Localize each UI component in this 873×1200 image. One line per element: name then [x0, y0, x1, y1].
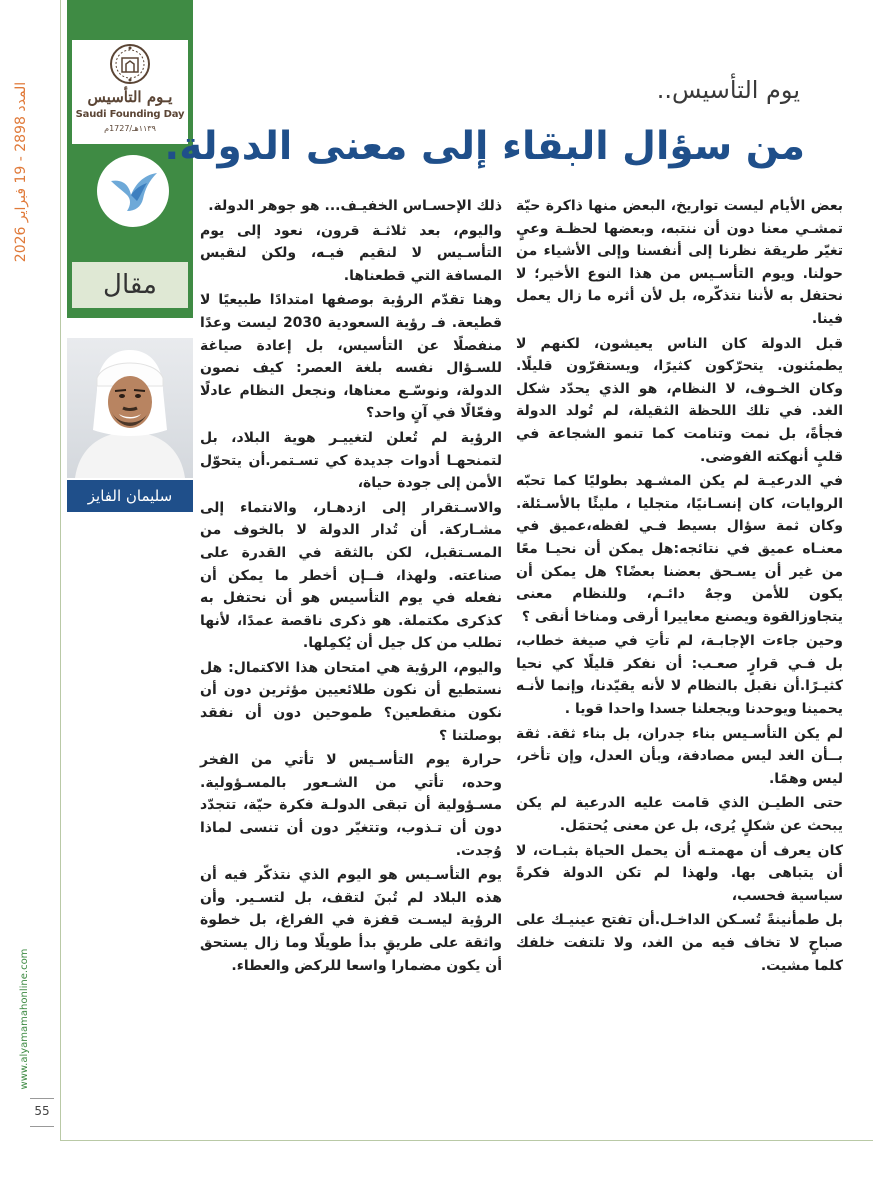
article-column-left — [200, 195, 502, 979]
section-label: مقال — [72, 262, 188, 308]
founding-day-emblem-icon — [108, 42, 152, 86]
logo-arabic-text: يـوم التأسيس — [87, 88, 173, 106]
paragraph: واليوم، الرؤية هي امتحان هذا الاكتمال: هل نستطيع أن نكون طلائعيين مؤثرين دون أن نكون منقطعين؟ طموحين دون أن نفقد بوصلتنا ؟ — [200, 659, 502, 744]
website-url[interactable]: www.alyamamahonline.com — [19, 948, 30, 1090]
paragraph: الرؤية لم تُعلن لتغييـر هوية البلاد، بل لتمنحهـا أدوات جديدة كي تسـتمر.أن يتحوّل الأمن إلى جودة حياة، — [200, 429, 502, 492]
paragraph: حرارة يوم التأسـيس لا تأتي من الفخر وحده، تأتي من الشـعور بالمسـؤولية. مسـؤولية أن تبقى الدولـة فكرة حيّة، تتجدّد دون أن تـذوب، وتتغيّر دون أن تنسى لماذا وُجدت. — [200, 752, 502, 859]
paragraph: لم يكن التأسـيس بناء جدران، بل بناء ثقة. ثقة بــأن الغد ليس مصادفة، وبأن العدل، وإن تأخر، ليس وهمًا. — [516, 725, 843, 787]
author-name: سليمان الفايز — [67, 480, 193, 512]
page-number-rule-bottom — [30, 1126, 54, 1127]
paragraph: بل طمأنينةً تُسـكن الداخـل.أن تفتح عينيـك على صباحٍ لا تخاف فيه من الغد، ولا تلتفت خلفك كلما مشيت. — [516, 912, 843, 974]
logo-english-text: Saudi Founding Day — [75, 109, 185, 120]
paragraph: يوم التأسـيس هو اليوم الذي نتذكّر فيه أن هذه البلاد لم تُبنَ لتقف، بل لتسـير. وأن الرؤية ليسـت قفزة في الفراغ، بل خطوة واثقة على طريقٍ بدأ طويلًا وما زال يستحق أن يكون مضمارا واسعا للركض والعطاء. — [200, 867, 502, 974]
logo-dates: ١١٣٩هـ/1727م — [104, 124, 156, 133]
paragraph: بعض الأيام ليست تواريخ، البعض منها ذاكرة حيّة تمشـي معنا دون أن ننتبه، وبعضها لحظـة وعيٍ تغيّر طريقة نظرنا إلى أنفسنا وإلى الأشياء من حولنا. ويوم التأسـيس من هذا النوع الأخير؛ لا نحتفل به لأننا نتذكّره، بل لأن أثره ما زال يعمل فينا. — [516, 198, 843, 327]
page-number: 55 — [34, 1104, 50, 1118]
article-kicker: يوم التأسيس.. — [656, 76, 800, 104]
author-portrait — [67, 338, 193, 478]
author-portrait-illustration — [67, 338, 193, 478]
paragraph: وهنا تقدّم الرؤية بوصفها امتدادًا طبيعيًا لا قطيعة. فـ رؤية السعودية 2030 ليست وعدًا منفصلًا عن التأسيس، بل إعادة صياغة للسـؤال نفسه بلغة العصر: كيف نصون الدولة، ونوسّـع معناها، ونجعل النظام عادلًا وفعّالًا في آنٍ واحد؟ — [200, 292, 502, 422]
page-number-rule-top — [30, 1098, 54, 1099]
paragraph: واليوم، بعد ثلاثـة قرون، نعود إلى يوم التأسـيس لا لنقيم فيـه، ولكن لنقيس المسافة التي قطعناها. — [200, 222, 502, 284]
paragraph: وحين جاءت الإجابـة، لم تأتِ في صيغة خطاب، بل فـي قرارٍ صعـب: أن نفكر قليلًا كي نحيا كثيـرًا.أن نقبل بالنظام لا لأنه يقيّدنا، وإنما لأنـه يحمينا ويوحدنا ويجعلنا جسدا واحدا قويا . — [516, 633, 843, 718]
article-headline: من سؤال البقاء إلى معنى الدولة. — [164, 124, 805, 169]
paragraph: قبل الدولة كان الناس يعيشون، لكنهم لا يطمئنون. يتحرّكون كثيرًا، ويستقرّون قليلًا. وكان الخـوف، لا النظام، هو الذي يحدّد شكل الغد. في تلك اللحظة الثقيلة، لم تُولد الدولة فجأةً، بل نمت وتنامت كما تنمو الشجاعة في قلبٍ أنهكته الفوضى. — [516, 335, 843, 465]
paragraph: كان يعرف أن مهمتـه أن يحمل الحياة بثبـات، لا أن يتباهى بها. ولهذا لم تكن الدولة فكرةً سياسية فحسب، — [516, 842, 843, 904]
paragraph: ذلك الإحسـاس الخفيـف... هو جوهر الدولة. — [208, 198, 502, 214]
bird-icon — [97, 155, 169, 227]
paragraph: والاسـتقرار إلى ازدهـار، والانتماء إلى مشـاركة. أن تُدار الدولة لا بالخوف من المسـتقبل، لكن بالثقة في القدرة على صناعته. ولهذا، فــإن أخطر ما يمكن أن نفعله في يوم التأسيس هو أن نحتفل به كذكرى مكتملة. هو ذكرى ناقصة عمدًا، لأنها تطلب من كل جيل أن يُكمِلها. — [200, 499, 502, 652]
issue-info: المدد 2898 - 19 فبراير 2026 — [13, 81, 29, 263]
article-column-right — [516, 195, 843, 979]
paragraph: حتى الطيـن الذي قامت عليه الدرعية لم يكن يبحث عن شكلٍ يُرى، بل عن معنى يُحتمَل. — [516, 795, 843, 835]
paragraph: في الدرعيـة لم يكن المشـهد بطوليًا كما تحبّه الروايات، كان إنسـانيًا، متجليا ، مليئًا بالأسـئلة. وكان ثمة سؤال بسيط فـي لفظه،عميق في معنـاه عميق في نتائجه:هل يمكن أن نحيـا معًا من غير أن يسـحق بعضنا بعضًا؟ هل يمكن أن يكون للأمن وجهٌ دائـم، وللنظام معنى يتجاوزالقوة ويصنع معاييرا أرقى ومناخا أنقى ؟ — [516, 473, 843, 625]
magazine-bird-logo — [97, 155, 169, 227]
